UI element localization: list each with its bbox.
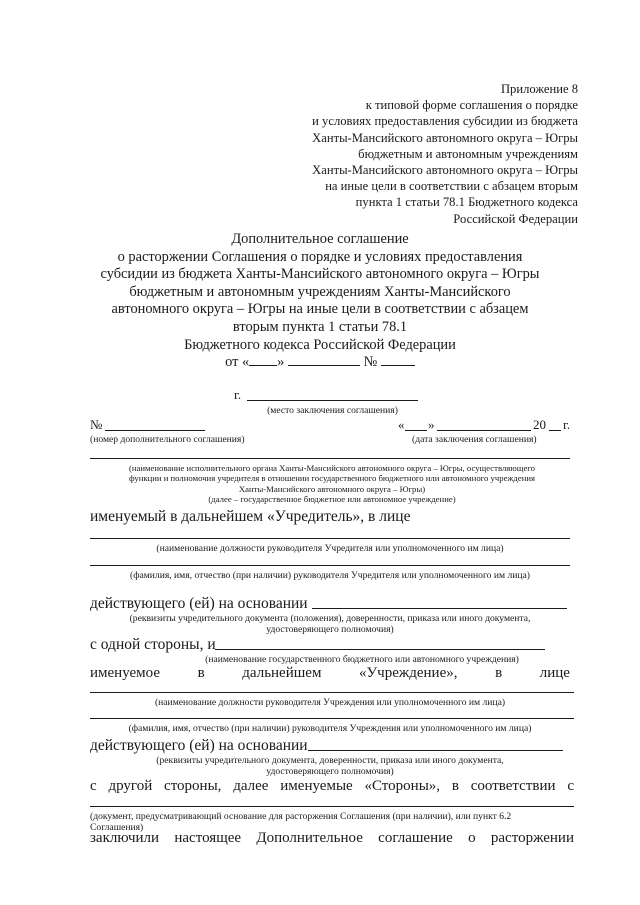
caption-line: Соглашения) [90, 822, 144, 833]
word: в [197, 665, 205, 681]
word: расторжении [490, 830, 574, 846]
acting-caption-2 [90, 755, 570, 777]
appendix-line: Ханты-Мансийского автономного округа – Югры [312, 130, 578, 145]
title-line: Дополнительное соглашение [231, 231, 409, 247]
word: именуемые [280, 778, 353, 794]
month-blank[interactable] [288, 354, 360, 366]
appendix-line: пункта 1 статьи 78.1 Бюджетного кодекса [355, 195, 578, 210]
number-sign: № [363, 354, 378, 371]
acting-text-1: действующего (ей) на основании [90, 595, 308, 612]
founder-position-field[interactable] [90, 538, 570, 539]
other-side-line [90, 778, 574, 795]
founder-body-field[interactable] [90, 458, 570, 459]
number-blank[interactable] [381, 354, 415, 366]
word: дальнейшем [242, 665, 322, 681]
founder-body-caption [90, 463, 574, 505]
institution-fio-field[interactable] [90, 718, 574, 719]
institution-caption: (наименование государственного бюджетного или автономного учреждения) [205, 654, 519, 665]
caption-line: удостоверяющего полномочия) [266, 624, 394, 635]
title-line: субсидии из бюджета Ханты-Мансийского автономного округа – Югры [100, 266, 540, 283]
word: с [90, 778, 97, 794]
title-line: бюджетным и автономным учреждениям Ханты-Мансийского [129, 283, 511, 300]
acting-basis-field-1[interactable] [312, 608, 567, 609]
title-line: о расторжении Соглашения о порядке и условиях предоставления [117, 248, 523, 265]
title-line: Бюджетного кодекса Российской Федерации [184, 336, 456, 353]
fio-caption-2: (фамилия, имя, отчество (при наличии) руководителя Учреждения или уполномоченного им лица) [128, 723, 532, 734]
place-caption: (место заключения соглашения) [267, 405, 398, 416]
concluded-line [90, 830, 574, 847]
caption-line: удостоверяющего полномочия) [266, 766, 394, 777]
word: о [468, 830, 476, 846]
founder-fio-field[interactable] [90, 565, 570, 566]
appendix-line: на иные цели в соответствии с абзацем вторым [325, 179, 578, 194]
word: «Учреждение», [359, 665, 458, 681]
date-open: « [398, 417, 405, 432]
agreement-number-sign: № [90, 417, 103, 432]
title-line: автономного округа – Югры на иные цели в соответствии с абзацем [111, 301, 529, 318]
word: в [495, 665, 503, 681]
number-caption: (номер дополнительного соглашения) [90, 434, 245, 445]
date-caption: (дата заключения соглашения) [412, 434, 537, 445]
acting-basis-field-2[interactable] [308, 750, 563, 751]
named-institution-line [90, 665, 570, 682]
year-suffix: г. [563, 417, 571, 432]
acting-text-2: действующего (ей) на основании [90, 737, 308, 754]
caption-line: (документ, предусматривающий основание для расторжения Соглашения (при наличии), или пункт 6.2 [90, 811, 512, 822]
appendix-header [312, 81, 578, 227]
appendix-line: к типовой форме соглашения о порядке [365, 98, 578, 113]
caption-line: (наименование исполнительного органа Ханты-Мансийского автономного округа – Югры, осуществляющего [128, 463, 535, 473]
word: стороны, [164, 778, 222, 794]
caption-line: функции и полномочия учредителя в отношении государственного бюджетного или автономного учреждения [128, 473, 536, 484]
date-mid: » [277, 354, 285, 371]
year-prefix: 20 [533, 417, 546, 432]
word: соответствии [470, 778, 556, 794]
appendix-line: и условиях предоставления субсидии из бюджета [312, 114, 578, 129]
title-line: вторым пункта 1 статьи 78.1 [232, 318, 408, 335]
institution-position-field[interactable] [90, 692, 574, 693]
agreement-month-field[interactable] [437, 430, 531, 431]
one-side-text: с одной стороны, и [90, 636, 216, 653]
word: именуемое [90, 665, 160, 681]
position-caption-2: (наименование должности руководителя Учреждения или уполномоченного им лица) [154, 697, 506, 708]
caption-line: Ханты-Мансийского автономного округа – Югры) [238, 483, 426, 494]
word: другой [108, 778, 153, 794]
appendix-line: бюджетным и автономным учреждениям [358, 146, 578, 161]
appendix-line: Ханты-Мансийского автономного округа – Югры [312, 163, 578, 178]
appendix-line: Российской Федерации [453, 211, 578, 226]
agreement-number-field[interactable] [105, 430, 205, 431]
position-caption-1: (наименование должности руководителя Учредителя или уполномоченного им лица) [156, 543, 504, 554]
caption-line: (далее – государственное бюджетное или автономное учреждение) [208, 494, 456, 505]
word: с [567, 778, 574, 794]
institution-field[interactable] [215, 649, 545, 650]
title-date-line [80, 354, 560, 372]
fio-caption-1: (фамилия, имя, отчество (при наличии) руководителя Учредителя или уполномоченного им лица) [130, 570, 530, 581]
caption-line: (реквизиты учредительного документа, доверенности, приказа или иного документа, [156, 755, 504, 766]
appendix-line: Приложение 8 [500, 82, 578, 96]
date-prefix: от « [225, 354, 250, 371]
agreement-day-field[interactable] [405, 430, 427, 431]
date-close: » [428, 417, 435, 432]
caption-line: (реквизиты учредительного документа (положения), доверенности, приказа или иного документа, [129, 613, 531, 624]
basis-field[interactable] [90, 806, 574, 807]
word: Дополнительное [256, 830, 363, 846]
place-field[interactable] [247, 400, 418, 401]
word: лице [539, 665, 570, 681]
document-title [80, 231, 560, 372]
city-prefix: г. [234, 387, 242, 402]
word: соглашение [378, 830, 453, 846]
named-founder-text: именуемый в дальнейшем «Учредитель», в лице [90, 508, 411, 525]
word: далее [233, 778, 269, 794]
agreement-year-field[interactable] [549, 430, 561, 431]
day-blank[interactable] [249, 354, 277, 366]
word: настоящее [174, 830, 242, 846]
acting-caption-1 [90, 613, 570, 635]
word: «Стороны», [364, 778, 441, 794]
word: в [451, 778, 459, 794]
word: заключили [90, 830, 160, 846]
